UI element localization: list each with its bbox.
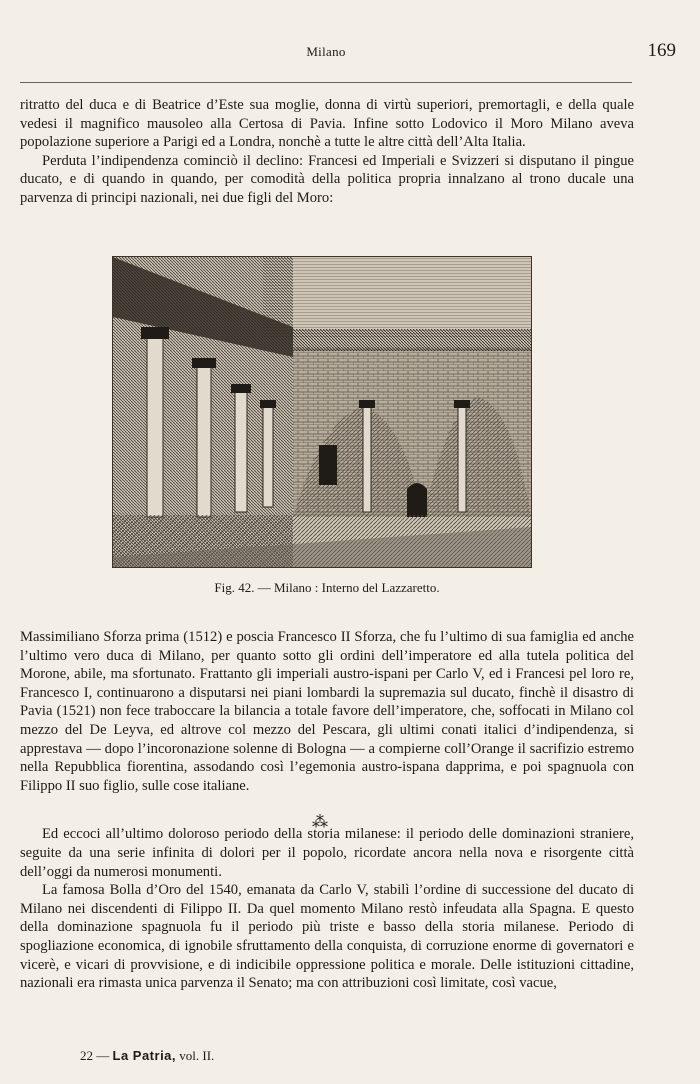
paragraph: Perduta l’indipendenza cominciò il declino: Francesi ed Imperiali e Svizzeri si disputano il pingue ducato, e di quando in quando, per comodità della politica propria innalzano al trono ducale una parvenza di principi nazionali, nei due figli del Moro:: [20, 152, 634, 206]
page-header: [20, 40, 676, 68]
engraving-lazzaretto: [112, 256, 532, 568]
footer-volume: vol. II.: [179, 1048, 215, 1063]
footer-signature: 22 —: [80, 1048, 110, 1063]
page-number: 169: [647, 40, 676, 61]
asterism: ⁂: [312, 814, 328, 831]
text-block-bottom: [20, 628, 634, 993]
paragraph: ritratto del duca e di Beatrice d’Este sua moglie, donna di virtù superiori, premortagli, e della quale vedesi il magnifico mausoleo alla Certosa di Pavia. Infine sotto Lodovico il Moro Milano aveva popolazione superiore a Parigi ed a Londra, nonchè a tutte le altre città dell’Alta Italia.: [20, 97, 634, 151]
figure-caption: Fig. 42. — Milano : Interno del Lazzaretto.: [214, 580, 440, 595]
running-head: Milano: [306, 44, 346, 59]
paragraph: La famosa Bolla d’Oro del 1540, emanata da Carlo V, stabilì l’ordine di successione del ducato di Milano nei discendenti di Filippo II. Da quel momento Milano restò infeudata alla Spagna. E questo della dominazione spagnuola fu il periodo più triste e basso della storia milanese. Periodo di spogliazione economica, di ignobile sfruttamento della conquista, di corruzione enorme di governatori e vicerè, e vicari di provvisione, e di indicibile oppressione politica e morale. Delle istituzioni cittadine, nazionali era rimasta unica parvenza il Senato; ma con attribuzioni così limitate, così vacue,: [20, 882, 634, 992]
paragraph: Massimiliano Sforza prima (1512) e poscia Francesco II Sforza, che fu l’ultimo di sua famiglia ed anche l’ultimo vero duca di Milano, per quanto sotto gli ordini dell’imperatore ed alla tutela politica del Morone, abile, ma sfortunato. Frattanto gli imperiali austro-ispani per Carlo V, ed i Francesi pel loro re, Francesco I, continuarono a disputarsi nei piani lombardi la supremazia sul ducato, finchè il disastro di Pavia (1521) non fece traboccare la bilancia a totale favore dell’imperatore, che, soffocati in Milano col mezzo del De Leyva, ed altrove col mezzo del Pescara, gli ultimi conati italici d’indipendenza, si apprestava — dopo l’incoronazione solenne di Bologna — a compierne coll’Orange il sacrifizio estremo nella Repubblica fiorentina, assodando così l’egemonia austro-ispana dapprima, e poi spagnuola con Filippo II suo figlio, sulle cose italiane.: [20, 629, 634, 794]
paragraph: Ed eccoci all’ultimo doloroso periodo della storia milanese: il periodo delle dominazioni straniere, seguite da una serie infinita di dolori per il popolo, ricordate ancora nella nova e risorgente città dell’oggi da numerosi monumenti.: [20, 826, 634, 880]
text-block-top: [20, 96, 634, 208]
footer-title: La Patria,: [112, 1048, 177, 1063]
cloister-illustration: [113, 257, 531, 567]
page-footer: [80, 1048, 214, 1064]
header-rule: [20, 82, 632, 83]
